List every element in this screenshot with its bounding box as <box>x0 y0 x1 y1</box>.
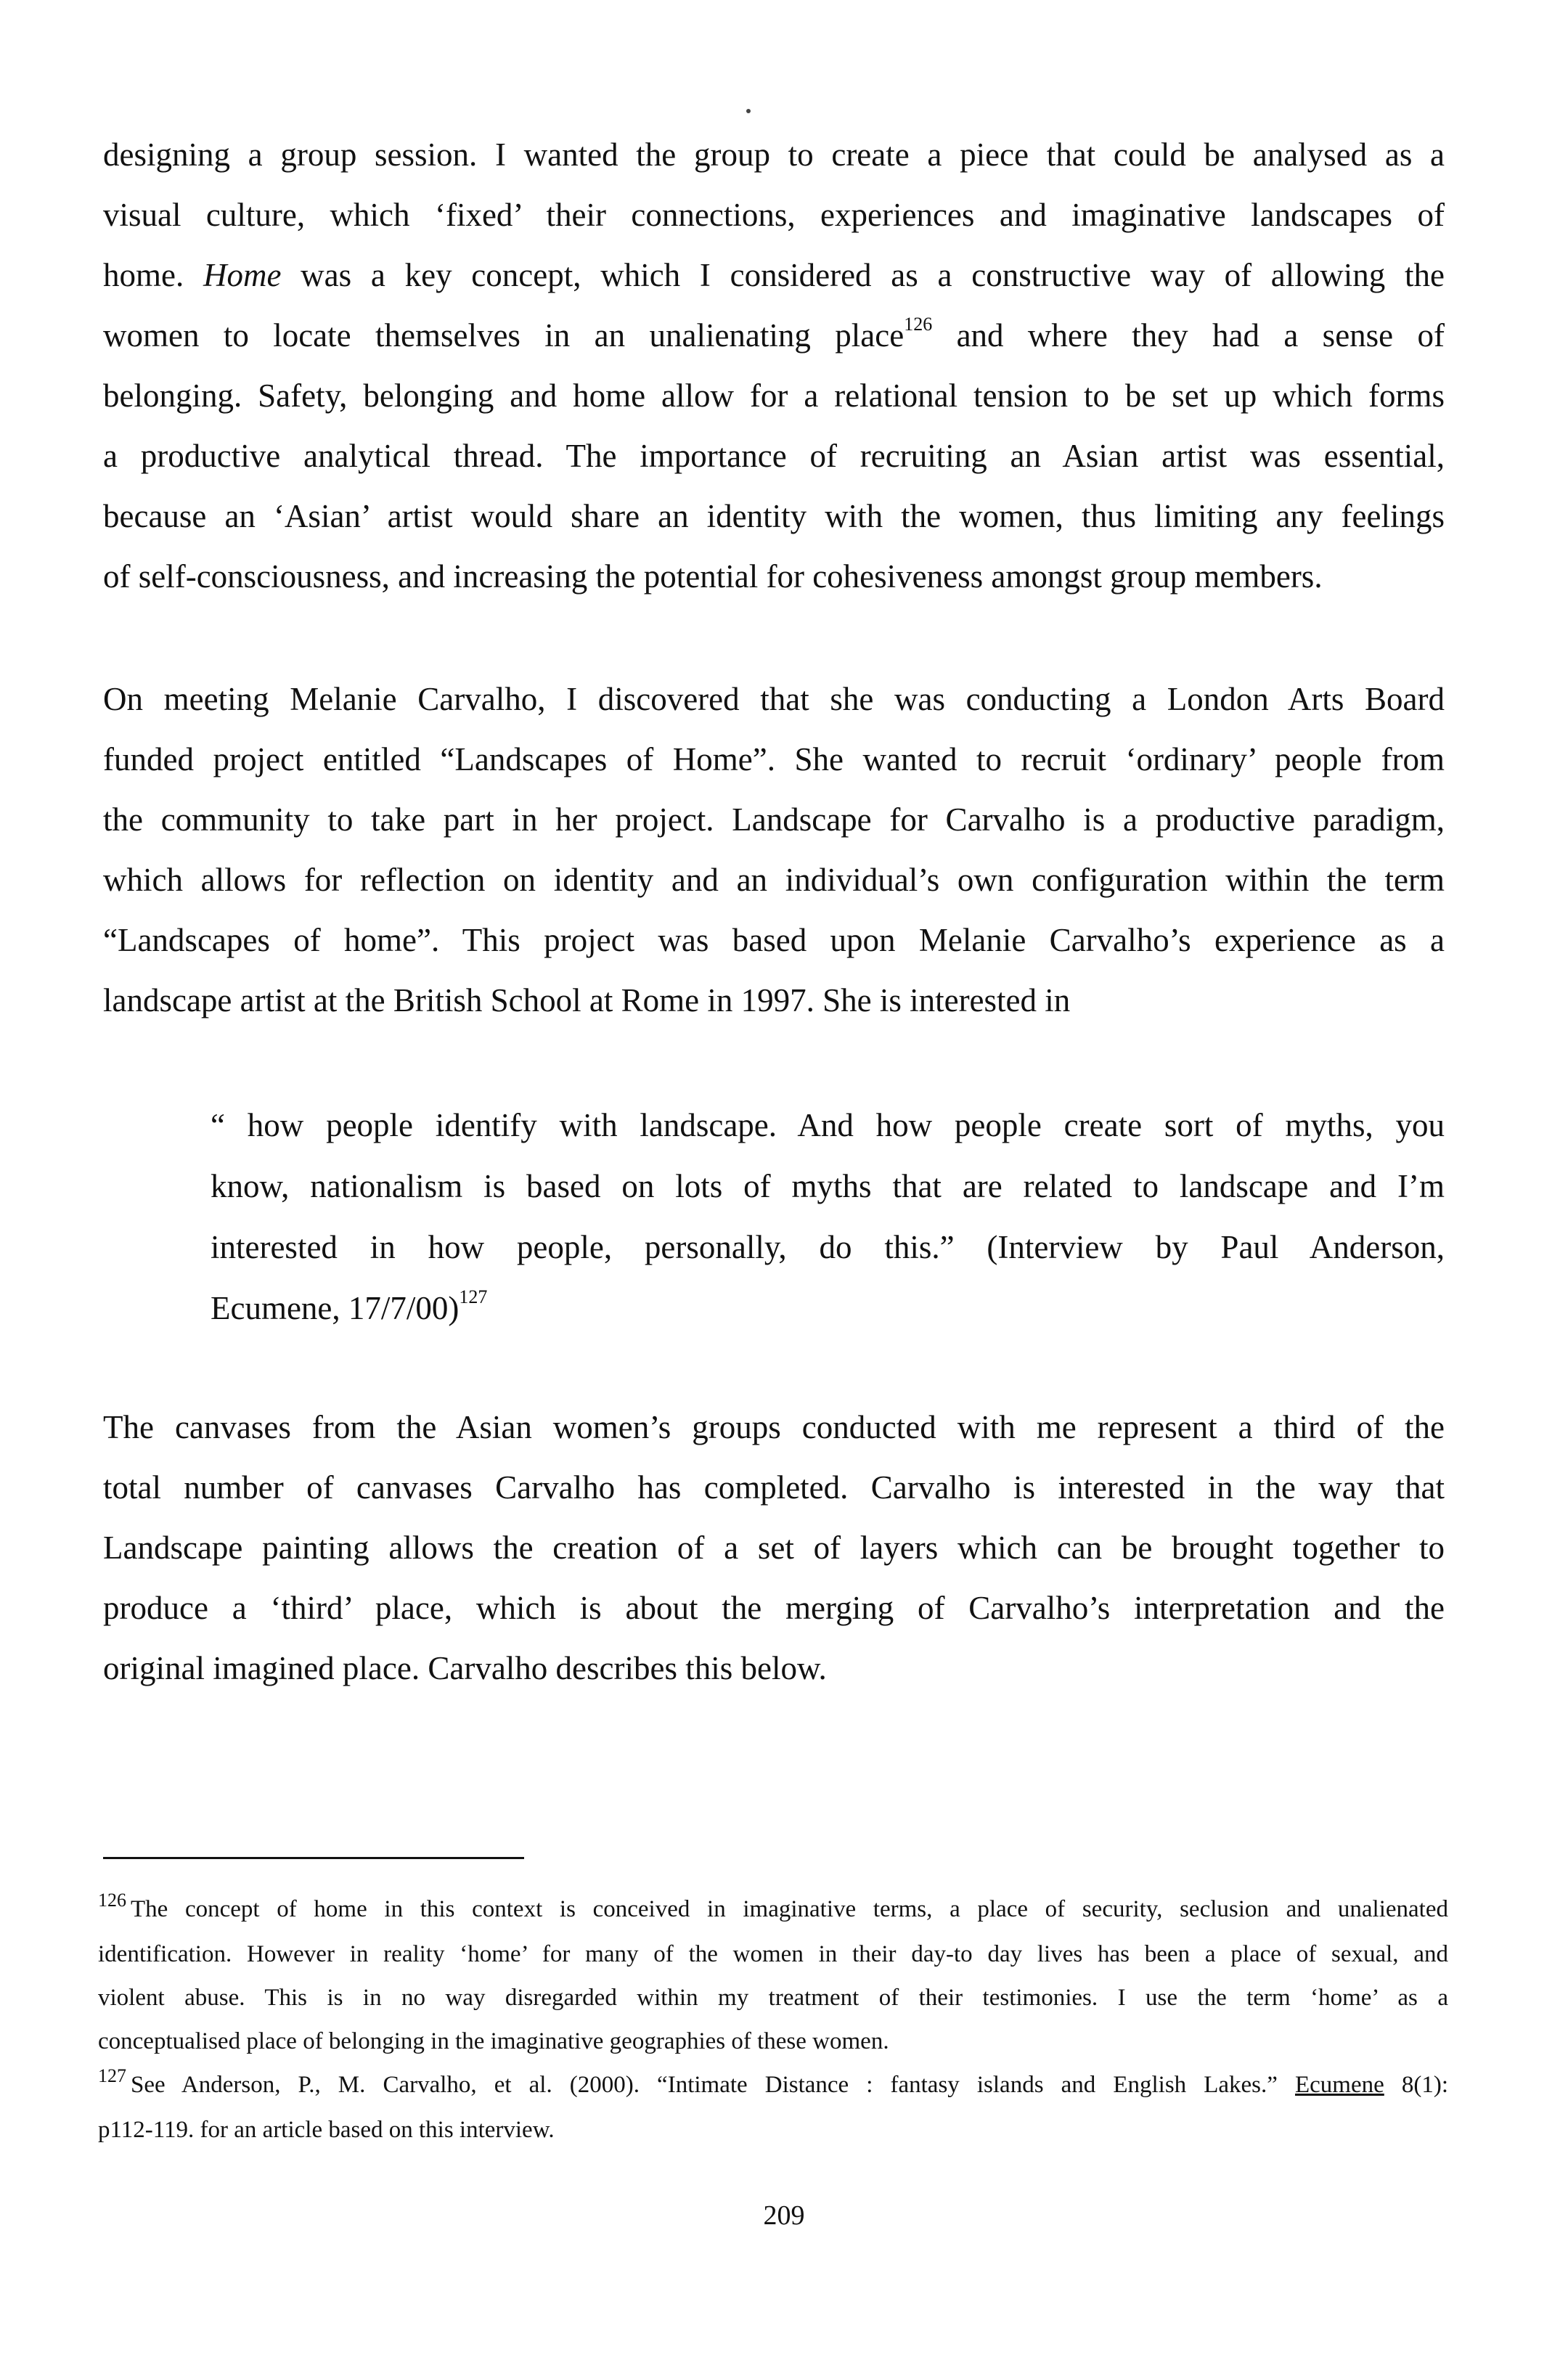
paragraph-line <box>103 245 1445 306</box>
paragraph-line: because an ‘Asian’ artist would share an identity with the women, thus limiting any feelings <box>103 498 1445 534</box>
paragraph-line: which allows for reflection on identity and an individual’s own configuration within the term <box>103 862 1445 898</box>
quote-line: “ how people identify with landscape. And how people create sort of myths, you <box>211 1107 1445 1143</box>
text-run: was a key concept, which I considered as a constructive way of allowing the <box>301 257 1445 293</box>
paragraph-line: original imagined place. Carvalho describes this below. <box>103 1650 827 1686</box>
footnote-line <box>98 1887 1448 1932</box>
quote-line: know, nationalism is based on lots of myths that are related to landscape and I’m <box>211 1168 1445 1204</box>
text-run: and where they had a sense of <box>956 317 1445 354</box>
footnote-line: violent abuse. This is in no way disregarded within my treatment of their testimonies. I use the term ‘home’ as a <box>98 1985 1448 2011</box>
journal-title: Ecumene <box>1295 2072 1384 2098</box>
paragraph-line: The canvases from the Asian women’s groups conducted with me represent a third of the <box>103 1409 1445 1445</box>
text-run: women to locate themselves in an unalienating place <box>103 317 905 354</box>
paragraph-line: On meeting Melanie Carvalho, I discovered that she was conducting a London Arts Board <box>103 681 1445 717</box>
footnote-number: 126 <box>98 1890 126 1911</box>
paragraph-line: funded project entitled “Landscapes of Home”. She wanted to recruit ‘ordinary’ people from <box>103 741 1445 777</box>
footnote-line: p112-119. for an article based on this interview. <box>98 2117 555 2143</box>
footnote-126 <box>98 1887 1448 2063</box>
footnote-number: 127 <box>98 2065 126 2086</box>
footnotes <box>98 1887 1448 2152</box>
paragraph-line: landscape artist at the British School at Rome in 1997. She is interested in <box>103 982 1071 1018</box>
paragraph-line: a productive analytical thread. The importance of recruiting an Asian artist was essential, <box>103 438 1445 474</box>
paragraph-line: total number of canvases Carvalho has completed. Carvalho is interested in the way that <box>103 1469 1445 1506</box>
text-run: home. <box>103 257 184 293</box>
quote-line <box>211 1278 1445 1339</box>
footnote-ref-127: 127 <box>459 1286 488 1307</box>
footnote-ref-126: 126 <box>904 314 933 335</box>
paragraph-line: visual culture, which ‘fixed’ their connections, experiences and imaginative landscapes of <box>103 197 1445 233</box>
paragraph-line <box>103 306 1445 366</box>
paragraph-line: “Landscapes of home”. This project was based upon Melanie Carvalho’s experience as a <box>103 922 1445 958</box>
paragraph-line: belonging. Safety, belonging and home allow for a relational tension to be set up which forms <box>103 377 1445 414</box>
block-quote <box>211 1095 1445 1339</box>
quote-line: interested in how people, personally, do this.” (Interview by Paul Anderson, <box>211 1229 1445 1265</box>
page-number: 209 <box>763 2200 805 2231</box>
footnote-line <box>98 2063 1448 2108</box>
text-run: 8(1): <box>1401 2072 1449 2098</box>
text-run: The concept of home in this context is conceived in imaginative terms, a place of security, seclusion and unalienated <box>131 1896 1448 1922</box>
footnote-separator <box>103 1857 524 1859</box>
body-paragraph-2 <box>103 669 1445 1031</box>
footnote-127 <box>98 2063 1448 2152</box>
text-run: See Anderson, P., M. Carvalho, et al. (2000). “Intimate Distance : fantasy islands and English Lakes.” <box>131 2072 1278 2098</box>
footnote-line: identification. However in reality ‘home’ for many of the women in their day-to day lives has been a place of sexual, and <box>98 1941 1448 1967</box>
body-paragraph-1 <box>103 125 1445 607</box>
text-run: Ecumene, 17/7/00) <box>211 1290 460 1326</box>
paragraph-line: produce a ‘third’ place, which is about the merging of Carvalho’s interpretation and the <box>103 1590 1445 1626</box>
italic-term-home: Home <box>203 257 282 293</box>
footnote-line: conceptualised place of belonging in the imaginative geographies of these women. <box>98 2028 889 2054</box>
scan-speck <box>746 109 751 113</box>
paragraph-line: designing a group session. I wanted the group to create a piece that could be analysed as a <box>103 136 1445 173</box>
paragraph-line: Landscape painting allows the creation of a set of layers which can be brought together to <box>103 1530 1445 1566</box>
paragraph-line: the community to take part in her project. Landscape for Carvalho is a productive paradigm, <box>103 801 1445 838</box>
body-paragraph-3 <box>103 1397 1445 1699</box>
paragraph-line: of self-consciousness, and increasing the potential for cohesiveness amongst group members. <box>103 558 1323 595</box>
